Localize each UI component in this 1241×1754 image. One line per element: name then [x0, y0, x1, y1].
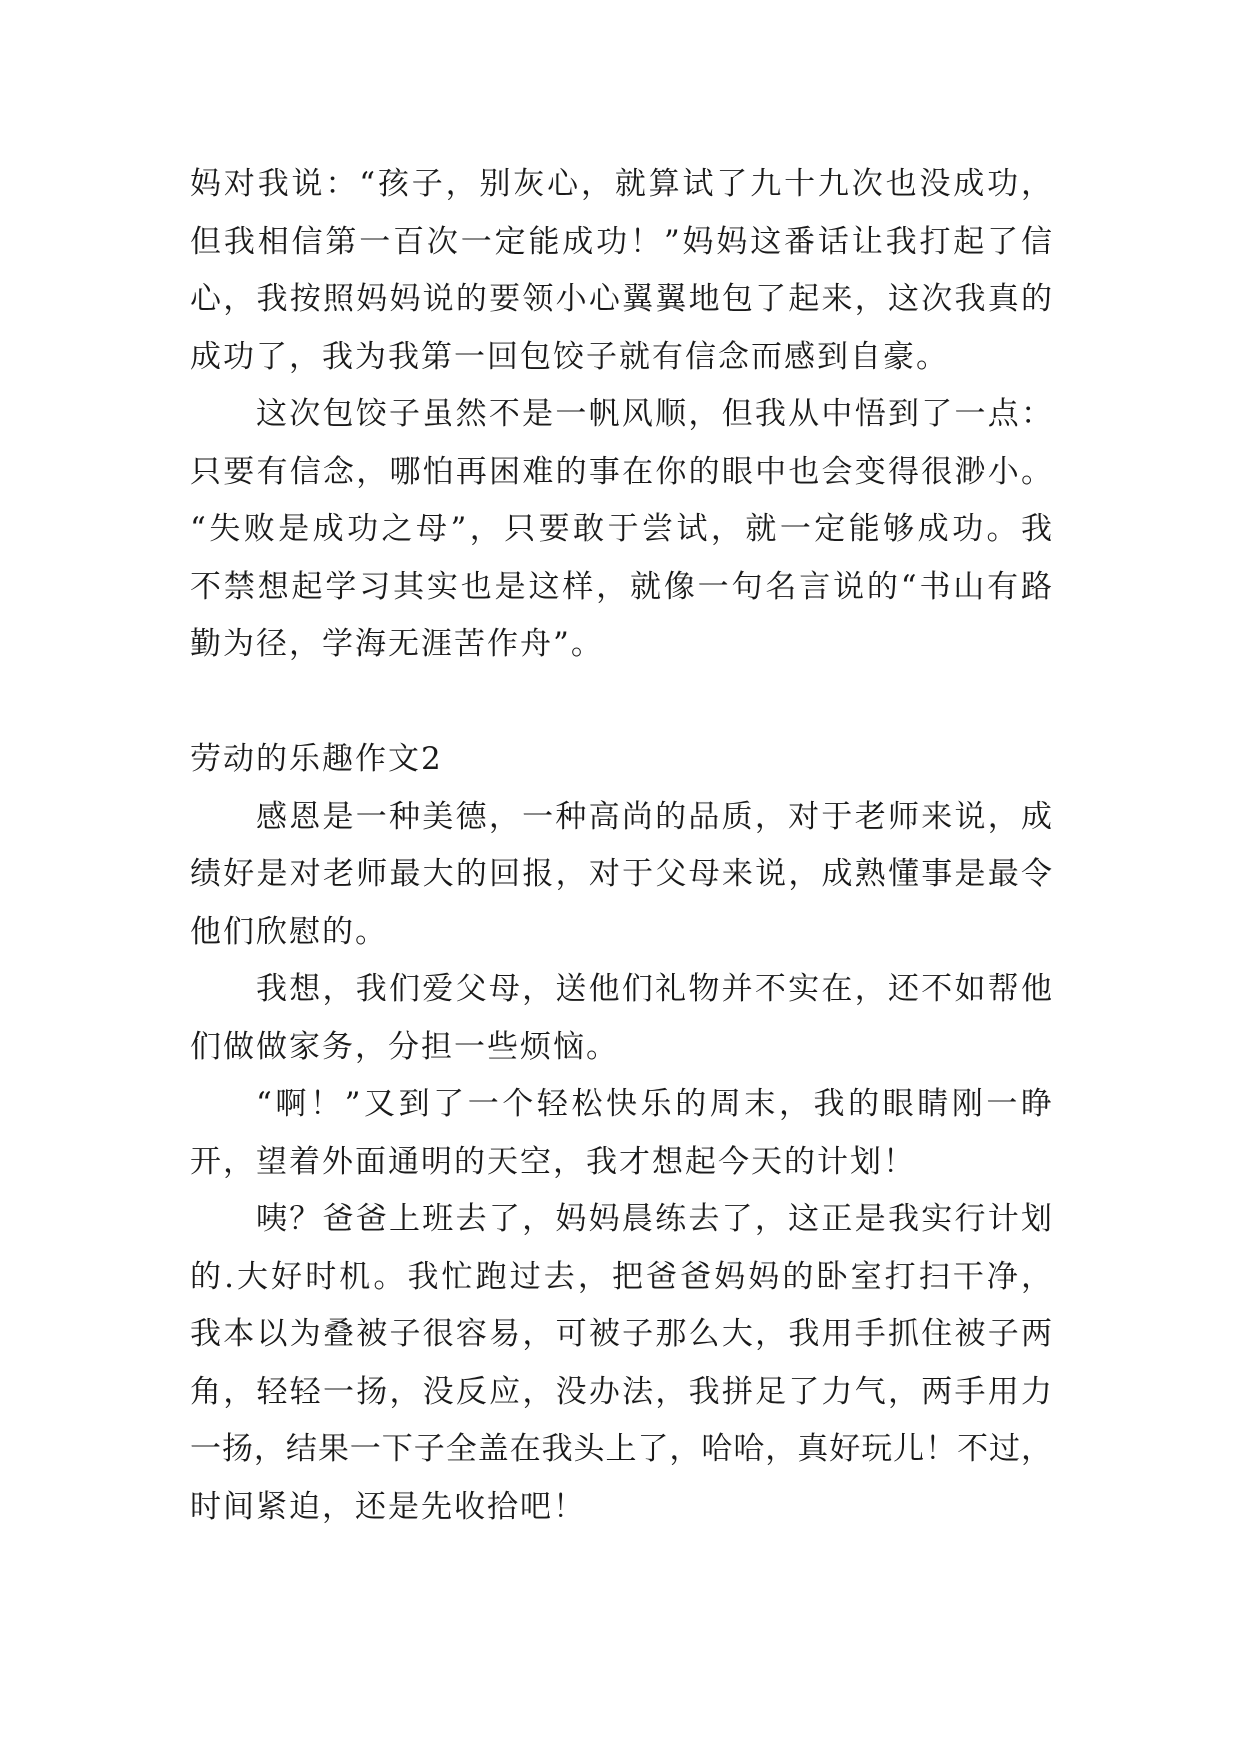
text-line: 我本以为叠被子很容易，可被子那么大，我用手抓住被子两	[190, 1316, 1052, 1352]
paragraph	[190, 961, 1052, 1076]
text-line: 我想，我们爱父母，送他们礼物并不实在，还不如帮他	[256, 971, 1052, 1007]
text-line: 妈对我说：“孩子，别灰心，就算试了九十九次也没成功，	[190, 166, 1052, 202]
text-line: 角，轻轻一扬，没反应，没办法，我拼足了力气，两手用力	[190, 1373, 1052, 1410]
text-line: 他们欣慰的。	[190, 913, 388, 950]
text-line: 们做做家务，分担一些烦恼。	[190, 1028, 619, 1065]
text-line: 但我相信第一百次一定能成功！”妈妈这番话让我打起了信	[190, 223, 1052, 260]
text-line: 成功了，我为我第一回包饺子就有信念而感到自豪。	[190, 338, 949, 375]
paragraph	[190, 386, 1052, 674]
document-body	[190, 156, 1052, 1536]
paragraph	[190, 156, 1052, 386]
text-line: 勤为径，学海无涯苦作舟”。	[190, 626, 604, 662]
text-line: 感恩是一种美德，一种高尚的品质，对于老师来说，成	[256, 798, 1052, 835]
paragraph	[190, 1076, 1052, 1191]
paragraph	[190, 1191, 1052, 1536]
text-line: 开，望着外面通明的天空，我才想起今天的计划！	[190, 1143, 916, 1180]
essay-title: 劳动的乐趣作文2	[190, 741, 443, 777]
text-line: “失败是成功之母”，只要敢于尝试，就一定能够成功。我	[190, 511, 1052, 547]
text-line: 不禁想起学习其实也是这样，就像一句名言说的“书山有路	[190, 568, 1052, 605]
text-line: “啊！”又到了一个轻松快乐的周末，我的眼睛刚一睁	[256, 1086, 1052, 1122]
text-line: 只要有信念，哪怕再困难的事在你的眼中也会变得很渺小。	[190, 453, 1052, 490]
text-line: 这次包饺子虽然不是一帆风顺，但我从中悟到了一点：	[256, 396, 1052, 432]
text-line: 时间紧迫，还是先收拾吧！	[190, 1488, 586, 1525]
paragraph	[190, 789, 1052, 962]
text-line: 心，我按照妈妈说的要领小心翼翼地包了起来，这次我真的	[190, 281, 1052, 317]
text-line: 绩好是对老师最大的回报，对于父母来说，成熟懂事是最令	[190, 856, 1052, 892]
blank-line	[190, 674, 1052, 732]
text-line: 一扬，结果一下子全盖在我头上了，哈哈，真好玩儿！不过，	[190, 1431, 1052, 1467]
text-line: 咦？爸爸上班去了，妈妈晨练去了，这正是我实行计划	[256, 1201, 1052, 1237]
text-line: 的.大好时机。我忙跑过去，把爸爸妈妈的卧室打扫干净，	[190, 1258, 1052, 1295]
